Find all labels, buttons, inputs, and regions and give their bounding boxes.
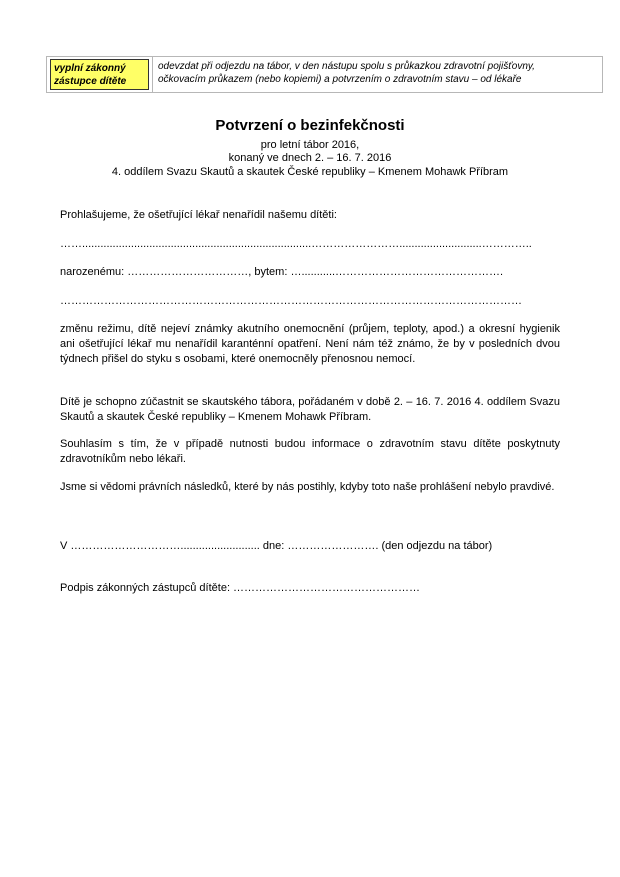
dotted-line-1: ……...........................................................................……………………...........................…………..: [60, 238, 532, 250]
dotted-line-2: ………………………………………………………………………………………………………………: [60, 295, 522, 307]
header-left-cell: [47, 57, 153, 92]
paragraph-aware: Jsme si vědomi právních následků, které by nás postihly, kdyby toto naše prohlášení nebylo pravdivé.: [60, 481, 555, 493]
paragraph-consent: Souhlasím s tím, že v případě nutnosti budou informace o zdravotním stavu dítěte poskytnuty zdravotníkům nebo lékaři.: [60, 438, 560, 465]
header-instructions: odevzdat při odjezdu na tábor, v den nástupu spolu s průkazkou zdravotní pojišťovny, očkovacím průkazem (nebo kopiemi) a potvrzením o zdravotním stavu – od lékaře: [158, 61, 535, 85]
subtitle-camp: pro letní tábor 2016,: [260, 139, 360, 151]
signature-line: Podpis zákonných zástupců dítěte: ……………………………………………: [60, 582, 421, 594]
document-title: Potvrzení o bezinfekčnosti: [215, 117, 405, 134]
header-box: [46, 56, 603, 93]
paragraph-able: Dítě je schopno zúčastnit se skautského tábora, pořádaném v době 2. – 16. 7. 2016 4. oddílem Svazu Skautů a skautek České republiky – Kmenem Mohawk Příbram.: [60, 396, 560, 423]
subtitle-dates: konaný ve dnech 2. – 16. 7. 2016: [228, 152, 392, 164]
born-address-line: narozenému: ……………………………, bytem: …...........……………………………………….: [60, 266, 504, 278]
subtitle-organizer: 4. oddílem Svazu Skautů a skautek České republiky – Kmenem Mohawk Příbram: [111, 166, 509, 178]
paragraph-regime: změnu režimu, dítě nejeví známky akutního onemocnění (průjem, teploty, apod.) a okresní hygienik ani ošetřující lékař mu nenařídil karanténní opatření. Není nám též známo, že by v posledních dvou týdnech přišel do styku s osobami, které onemocněly přenosnou nemocí.: [60, 323, 560, 365]
place-date-line: V ………………………….......................... dne: ……………………. (den odjezdu na tábor): [60, 540, 493, 552]
declaration-text: Prohlašujeme, že ošetřující lékař nenařídil našemu dítěti:: [60, 209, 337, 221]
filled-by-label: vyplní zákonný zástupce dítěte: [50, 59, 149, 90]
